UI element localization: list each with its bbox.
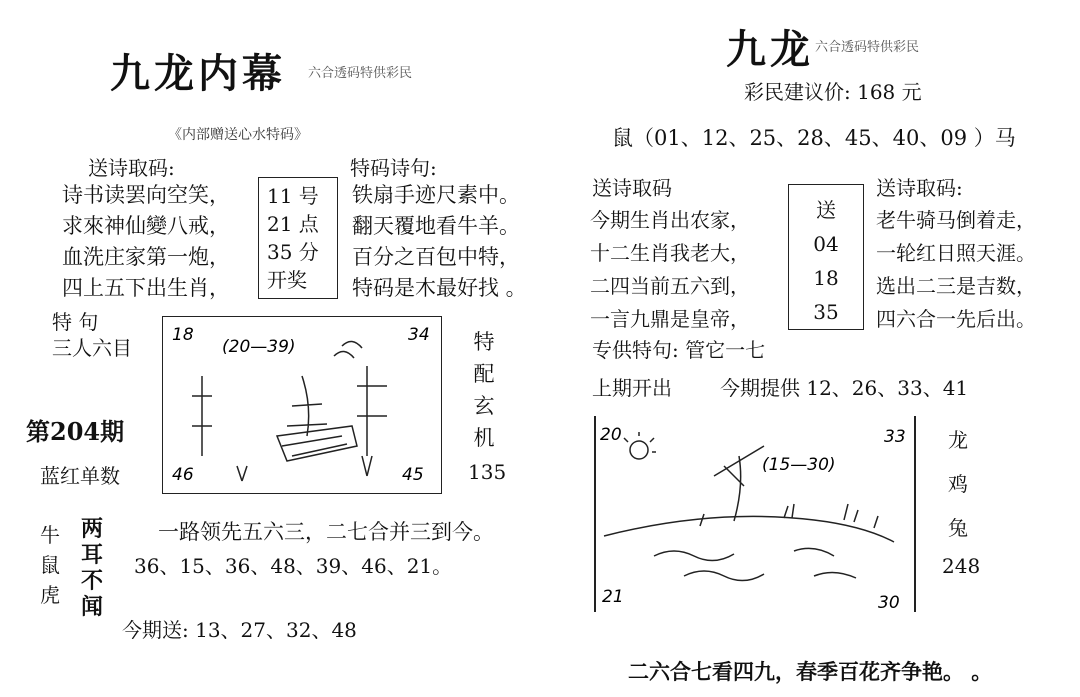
poem-line: 血洗庄家第一炮， [62, 245, 230, 269]
poem-line: 老牛骑马倒着走， [876, 208, 1036, 232]
lead-line: 一路领先五六三，二七合并三到今。 [158, 520, 494, 544]
provide-line: 今期提供 12、26、33、41 [720, 376, 969, 400]
landscape-doodle [604, 432, 894, 581]
special-poem [352, 180, 527, 304]
send-label: 送 [816, 198, 836, 222]
special-line: 百分之百包中特， [352, 245, 520, 269]
poem-line: 一轮红日照天涯。 [876, 241, 1036, 265]
poem-line: 四六合一先后出。 [876, 307, 1036, 331]
zodiac-rabbit: 兔 [948, 516, 968, 540]
left-poem-label: 送诗取码: [88, 156, 175, 180]
right-poem [590, 204, 750, 336]
zodiac-tiger: 虎 [40, 583, 60, 607]
rat-horse-line: 鼠（01、12、25、28、45、40、09 ）马 [612, 126, 1016, 150]
draw-label: 开奖 [267, 268, 307, 292]
poem-line: 今期生肖出农家， [590, 208, 750, 232]
right-subtitle: 六合透码特供彩民 [815, 40, 920, 55]
right-sketch-bl: 21 [602, 587, 624, 607]
number-248: 248 [942, 554, 981, 578]
right-sketch-br: 30 [878, 593, 900, 613]
special-line: 铁扇手迹尺素中。 [352, 183, 520, 207]
special-line: 翻天覆地看牛羊。 [352, 214, 520, 238]
poem-line: 选出二三是吉数， [876, 274, 1036, 298]
send-line: 今期送: 13、27、32、48 [122, 618, 357, 642]
poem-line: 求來神仙變八戒， [62, 214, 230, 238]
liang-er-bu-wen: 两耳不闻 [80, 516, 103, 620]
sketch-doodle [192, 341, 387, 481]
issue-number: 第204期 [26, 417, 125, 446]
special-line: 特码是木最好找 。 [352, 276, 527, 300]
zodiac-ox: 牛 [40, 523, 60, 547]
number-135: 135 [468, 460, 507, 484]
poem-line: 一言九鼎是皇帝， [590, 307, 750, 331]
footer-line: 二六合七看四九，春季百花齐争艳。 。 [628, 659, 993, 684]
zodiac-rat: 鼠 [40, 553, 60, 577]
send-number: 35 [813, 300, 839, 324]
draw-hour: 21 点 [267, 212, 319, 236]
zodiac-rooster: 鸡 [948, 472, 968, 496]
left-sketch-br: 45 [402, 465, 424, 485]
side-zodiac [948, 418, 968, 550]
zodiac-dragon: 龙 [948, 428, 968, 452]
right-sketch-drawing [594, 416, 914, 614]
send-number-box [788, 184, 864, 330]
left-sketch-range: (20—39) [222, 337, 296, 357]
right-sketch-tl: 20 [600, 425, 622, 445]
price: 彩民建议价: 168 元 [744, 80, 922, 104]
poem-line: 四上五下出生肖， [62, 276, 230, 300]
right-title: 九龙 [726, 26, 814, 73]
special-poem-label: 特码诗句: [350, 156, 437, 180]
number-line: 36、15、36、48、39、46、21。 [134, 554, 453, 578]
left-poem [62, 180, 230, 304]
right-poem-label-2: 送诗取码: [876, 176, 963, 200]
left-title: 九龙内幕 [110, 50, 286, 97]
send-number: 04 [813, 232, 839, 256]
poem-line: 诗书读罢向空笑， [62, 183, 230, 207]
left-sketch-drawing [162, 316, 442, 494]
draw-date: 11 号 [267, 184, 319, 208]
draw-time-box [258, 177, 338, 299]
send-number: 18 [813, 266, 839, 290]
draw-minute: 35 分 [267, 240, 319, 264]
left-sketch-tr: 34 [408, 325, 430, 345]
te-ju-label: 特 句 [52, 310, 99, 334]
zodiac-vertical [40, 520, 60, 610]
special-sentence: 专供特句: 管它一七 [592, 338, 766, 362]
san-ren-label: 三人六目 [52, 336, 132, 360]
right-sketch-range: (15—30) [762, 455, 836, 475]
poem-line: 二四当前五六到， [590, 274, 750, 298]
left-sketch-bl: 46 [172, 465, 194, 485]
right-sketch-tr: 33 [884, 427, 906, 447]
poem-line: 十二生肖我老大， [590, 241, 750, 265]
last-issue-label: 上期开出 [592, 376, 672, 400]
left-sketch-tl: 18 [172, 325, 194, 345]
left-subtitle: 六合透码特供彩民 [308, 66, 413, 81]
right-poem-label: 送诗取码 [592, 176, 672, 200]
lanhong-label: 蓝红单数 [40, 464, 120, 488]
right-poem-2 [876, 204, 1036, 336]
gift-note: 《内部赠送心水特码》 [168, 127, 308, 143]
te-pei-xuanji: 特配玄机 [473, 330, 495, 450]
